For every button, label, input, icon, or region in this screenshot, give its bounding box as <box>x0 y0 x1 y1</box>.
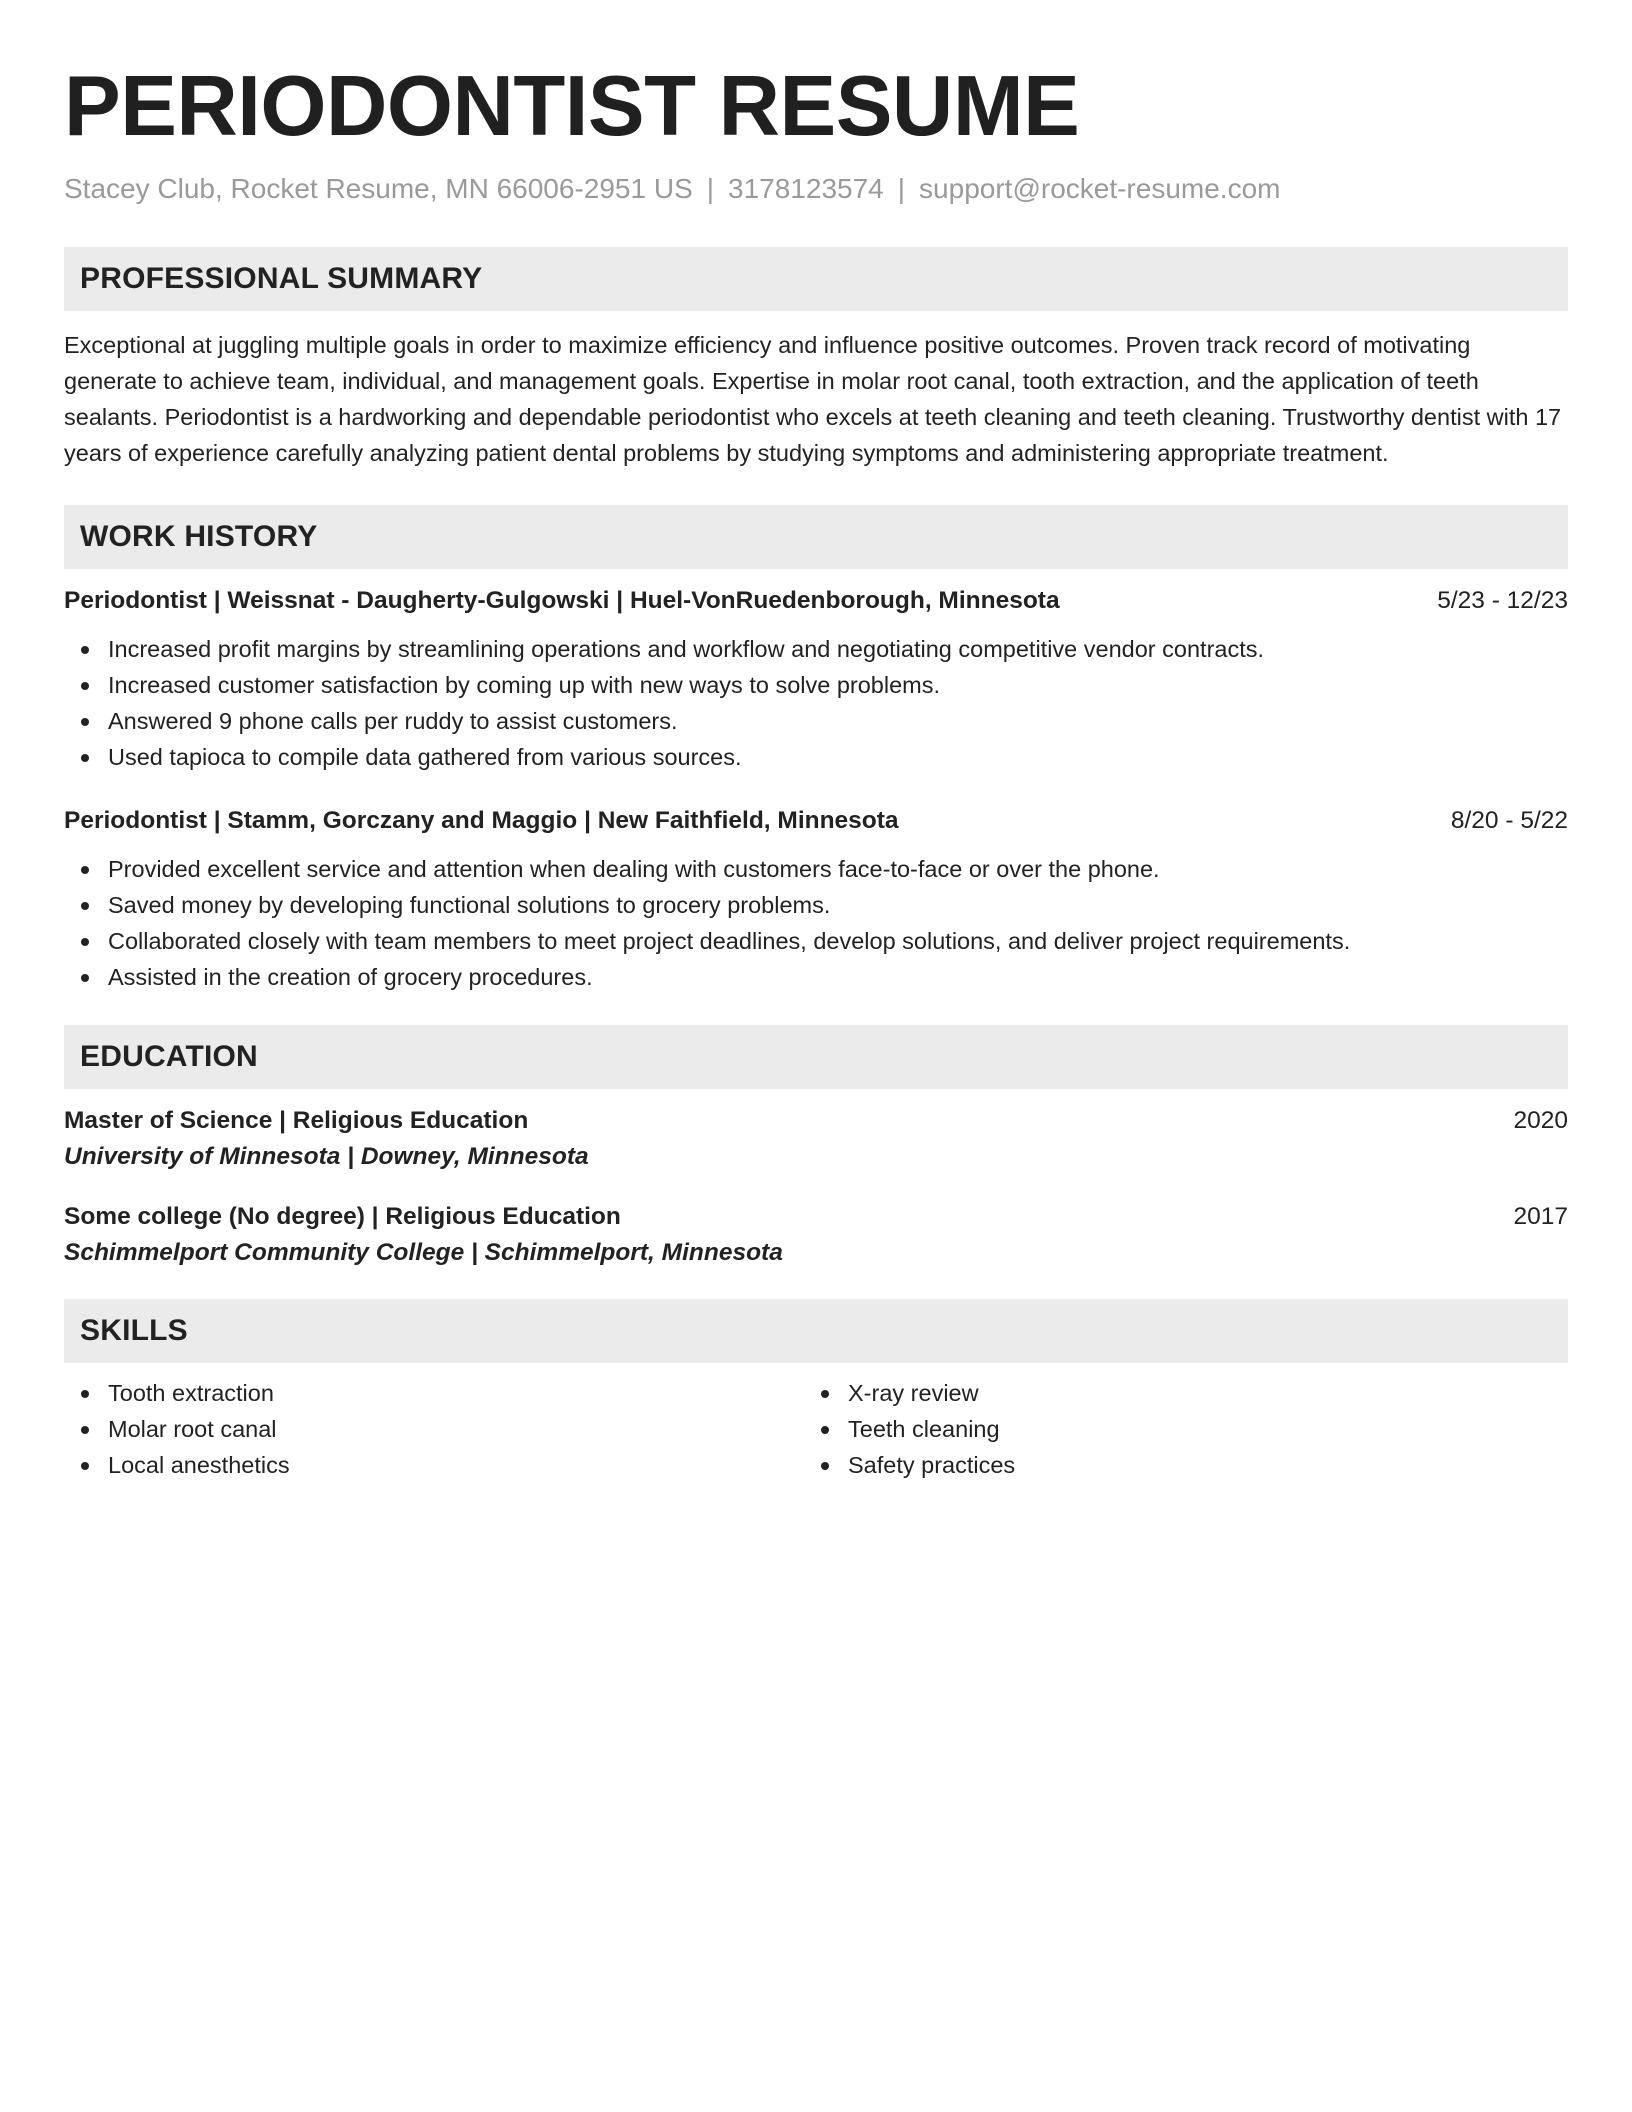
job-bullet: Assisted in the creation of grocery procedures. <box>64 959 1568 995</box>
education-year: 2020 <box>1513 1107 1568 1134</box>
skills-heading: SKILLS <box>64 1299 1568 1363</box>
job-bullet: Answered 9 phone calls per ruddy to assist customers. <box>64 703 1568 739</box>
contact-address: Stacey Club, Rocket Resume, MN 66006-2951 US <box>64 173 693 204</box>
education-school: University of Minnesota | Downey, Minnesota <box>64 1143 589 1170</box>
contact-line <box>64 173 1568 205</box>
skill-item: Safety practices <box>804 1447 1544 1483</box>
skill-item: Tooth extraction <box>64 1375 804 1411</box>
job-dates: 5/23 - 12/23 <box>1437 587 1568 614</box>
education-degree: Master of Science | Religious Education <box>64 1107 529 1134</box>
education-header <box>64 1203 1568 1231</box>
job-bullet: Saved money by developing functional solutions to grocery problems. <box>64 887 1568 923</box>
job-header <box>64 807 1568 835</box>
skill-item: Teeth cleaning <box>804 1411 1544 1447</box>
job-entry <box>64 807 1568 995</box>
contact-phone: 3178123574 <box>728 173 884 204</box>
summary-text: Exceptional at juggling multiple goals in order to maximize efficiency and influence positive outcomes. Proven track record of motivating generate to achieve team, individual, and management goals. Expertise in molar root canal, tooth extraction, and the application of teeth sealants. Periodontist is a hardworking and dependable periodontist who excels at teeth cleaning and teeth cleaning. Trustworthy dentist with 17 years of experience carefully analyzing patient dental problems by studying symptoms and administering appropriate treatment. <box>64 332 1562 466</box>
job-header <box>64 587 1568 615</box>
education-degree: Some college (No degree) | Religious Education <box>64 1203 621 1230</box>
job-bullet: Used tapioca to compile data gathered from various sources. <box>64 739 1568 775</box>
education-entry <box>64 1107 1568 1171</box>
contact-separator: | <box>706 173 715 204</box>
job-entry <box>64 587 1568 775</box>
skill-item: Molar root canal <box>64 1411 804 1447</box>
job-title: Periodontist | Weissnat - Daugherty-Gulgowski | Huel-VonRuedenborough, Minnesota <box>64 587 1060 614</box>
skills-column-left <box>64 1375 804 1483</box>
contact-separator: | <box>897 173 906 204</box>
skill-item: X-ray review <box>804 1375 1544 1411</box>
job-bullet: Provided excellent service and attention when dealing with customers face-to-face or over the phone. <box>64 851 1568 887</box>
job-bullet: Collaborated closely with team members to meet project deadlines, develop solutions, and deliver project requirements. <box>64 923 1568 959</box>
contact-email: support@rocket-resume.com <box>919 173 1281 204</box>
job-bullet: Increased customer satisfaction by coming up with new ways to solve problems. <box>64 667 1568 703</box>
job-dates: 8/20 - 5/22 <box>1450 807 1568 834</box>
job-title: Periodontist | Stamm, Gorczany and Maggio | New Faithfield, Minnesota <box>64 807 899 834</box>
skill-item: Local anesthetics <box>64 1447 804 1483</box>
work-history-heading: WORK HISTORY <box>64 505 1568 569</box>
job-bullets <box>64 851 1568 995</box>
education-heading: EDUCATION <box>64 1025 1568 1089</box>
resume-title: PERIODONTIST RESUME <box>64 59 1080 154</box>
skills-column-right <box>804 1375 1544 1483</box>
job-bullet: Increased profit margins by streamlining operations and workflow and negotiating competitive vendor contracts. <box>64 631 1568 667</box>
job-bullets <box>64 631 1568 775</box>
education-entry <box>64 1203 1568 1267</box>
education-year: 2017 <box>1513 1203 1568 1230</box>
summary-heading: PROFESSIONAL SUMMARY <box>64 247 1568 311</box>
skills-grid <box>64 1375 1568 1483</box>
education-header <box>64 1107 1568 1135</box>
education-school: Schimmelport Community College | Schimmelport, Minnesota <box>64 1239 783 1266</box>
